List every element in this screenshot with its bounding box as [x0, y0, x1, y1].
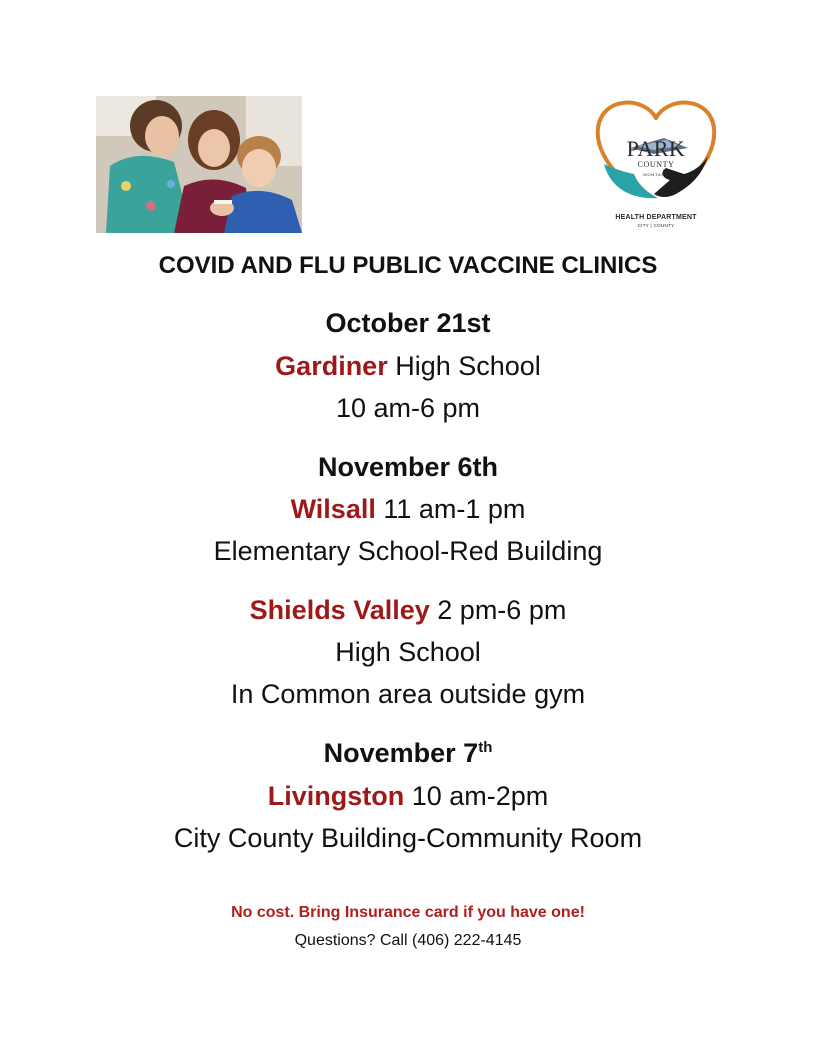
clinic2-date: November 6th: [317, 452, 499, 482]
clinic4-date-line: [0, 736, 816, 770]
clinic1-time: 10 am-6 pm: [335, 393, 481, 423]
clinic4-date: November 7: [323, 738, 479, 768]
clinic4-date-suffix: th: [478, 739, 493, 756]
cost-notice: No cost. Bring Insurance card if you have one!: [231, 904, 585, 921]
clinic3-place-line: [0, 593, 816, 627]
clinic2-place-line: [0, 492, 816, 526]
clinic2-location: Elementary School-Red Building: [213, 536, 603, 566]
clinic3-place-rest: 2 pm-6 pm: [429, 595, 567, 625]
clinic4-location: City County Building-Community Room: [173, 823, 643, 853]
logo-county-text: COUNTY: [637, 160, 675, 169]
vaccination-photo-illustration: [96, 96, 302, 233]
clinic1-date: October 21st: [325, 308, 491, 338]
clinic4-place: Livingston: [267, 781, 405, 811]
logo-park-text: PARK: [626, 136, 686, 161]
clinic4-place-rest: 10 am-2pm: [404, 781, 549, 811]
flyer-heading: COVID AND FLU PUBLIC VACCINE CLINICS: [158, 252, 658, 279]
clinic1-place-line: [0, 349, 816, 383]
park-county-health-logo: [592, 92, 720, 232]
logo-state-text: MONTANA: [643, 172, 669, 177]
clinic2-place: Wilsall: [290, 494, 376, 524]
clinic3-location: High School: [335, 637, 481, 667]
questions-phone: Questions? Call (406) 222-4145: [294, 932, 522, 949]
logo-city-county-text: CITY | COUNTY: [637, 223, 675, 228]
logo-department-text: HEALTH DEPARTMENT: [615, 214, 697, 221]
clinic2-place-rest: 11 am-1 pm: [375, 494, 526, 524]
clinic3-detail: In Common area outside gym: [230, 679, 586, 709]
vaccination-photo: [96, 96, 302, 233]
clinic1-place-rest: High School: [387, 351, 541, 381]
clinic1-place: Gardiner: [275, 351, 388, 381]
clinic3-place: Shields Valley: [249, 595, 430, 625]
clinic4-place-line: [0, 779, 816, 813]
